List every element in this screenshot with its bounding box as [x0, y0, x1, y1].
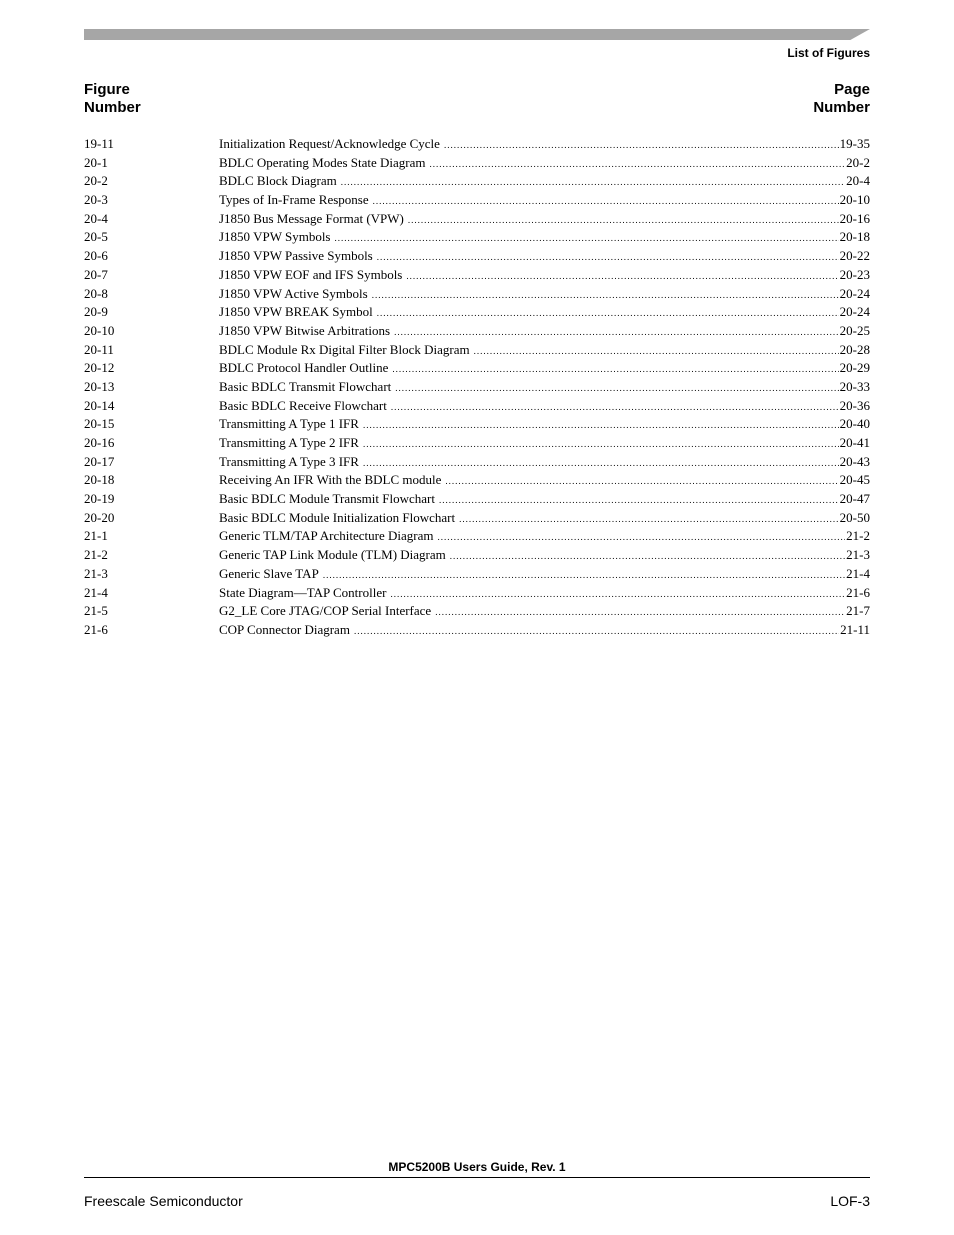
figure-title[interactable]: J1850 VPW BREAK Symbol [219, 304, 373, 320]
figure-page[interactable]: 21-6 [846, 584, 870, 600]
figure-entry[interactable] [84, 285, 870, 304]
figure-number: 21-2 [84, 547, 108, 563]
figure-title[interactable]: COP Connector Diagram [219, 621, 350, 637]
dot-leader [444, 136, 839, 155]
figure-number: 20-7 [84, 266, 108, 282]
figure-number: 20-6 [84, 248, 108, 264]
dot-leader [430, 155, 846, 174]
figure-page[interactable]: 20-43 [839, 453, 870, 469]
figure-entry[interactable] [84, 247, 870, 266]
figure-number: 20-13 [84, 378, 115, 394]
figure-entry[interactable] [84, 565, 870, 584]
figure-number: 21-4 [84, 584, 108, 600]
figure-title[interactable]: J1850 VPW Symbols [219, 229, 331, 245]
dot-leader [391, 398, 839, 417]
dot-leader [341, 173, 845, 192]
figure-number: 21-6 [84, 621, 108, 637]
dot-leader [474, 342, 839, 361]
figure-entry[interactable] [84, 135, 870, 154]
figure-page[interactable]: 20-36 [839, 397, 870, 413]
figure-number: 20-3 [84, 192, 108, 208]
figure-title[interactable]: Transmitting A Type 1 IFR [219, 416, 359, 432]
company-name: Freescale Semiconductor [84, 1193, 243, 1209]
figure-number: 20-17 [84, 453, 115, 469]
figure-entry[interactable] [84, 471, 870, 490]
figure-page[interactable]: 20-2 [846, 154, 870, 170]
figure-entry[interactable] [84, 154, 870, 173]
figure-title[interactable]: BDLC Module Rx Digital Filter Block Diagram [219, 341, 470, 357]
figure-page[interactable]: 20-47 [839, 491, 870, 507]
dot-leader [439, 491, 839, 510]
page-heading-line-2: Number [813, 99, 870, 116]
figure-title[interactable]: Transmitting A Type 3 IFR [219, 453, 359, 469]
figure-title[interactable]: Generic TLM/TAP Architecture Diagram [219, 528, 434, 544]
figure-entry[interactable] [84, 191, 870, 210]
figure-entry[interactable] [84, 341, 870, 360]
dot-leader [437, 528, 845, 547]
figure-entry[interactable] [84, 303, 870, 322]
figure-number: 20-8 [84, 285, 108, 301]
figure-number: 20-10 [84, 322, 115, 338]
figure-heading-line-1: Figure [84, 81, 130, 98]
dot-leader [335, 229, 839, 248]
figure-page[interactable]: 20-23 [839, 266, 870, 282]
dot-leader [395, 379, 838, 398]
figure-title[interactable]: Initialization Request/Acknowledge Cycle [219, 136, 440, 151]
figure-page[interactable]: 21-11 [840, 621, 870, 637]
figure-number: 20-14 [84, 397, 115, 413]
figure-page[interactable]: 20-28 [839, 341, 870, 357]
figure-number: 20-4 [84, 210, 108, 226]
figure-entry[interactable] [84, 172, 870, 191]
figure-page[interactable]: 20-29 [839, 360, 870, 376]
figure-entry[interactable] [84, 359, 870, 378]
figure-title[interactable]: State Diagram—TAP Controller [219, 584, 387, 600]
running-title: List of Figures [787, 46, 870, 60]
figure-page[interactable]: 20-22 [839, 248, 870, 264]
figure-title[interactable]: Types of In-Frame Response [219, 192, 369, 208]
figure-page[interactable]: 20-24 [839, 285, 870, 301]
dot-leader [394, 323, 839, 342]
figure-title[interactable]: J1850 Bus Message Format (VPW) [219, 210, 404, 226]
dot-leader [363, 435, 839, 454]
figure-entry[interactable] [84, 397, 870, 416]
figure-number: 21-5 [84, 603, 108, 619]
figure-title[interactable]: BDLC Operating Modes State Diagram [219, 154, 426, 170]
figure-title[interactable]: G2_LE Core JTAG/COP Serial Interface [219, 603, 432, 619]
figure-page[interactable]: 20-41 [839, 435, 870, 450]
figure-title[interactable]: Generic TAP Link Module (TLM) Diagram [219, 547, 446, 563]
figure-title[interactable]: Transmitting A Type 2 IFR [219, 435, 359, 450]
page-heading-line-1: Page [834, 81, 870, 98]
figure-title[interactable]: J1850 VPW Active Symbols [219, 285, 368, 301]
footer-divider [84, 1177, 870, 1178]
figure-title[interactable]: Basic BDLC Transmit Flowchart [219, 378, 392, 394]
dot-leader [406, 267, 838, 286]
dot-leader [450, 547, 845, 566]
header-bar [84, 29, 870, 40]
dot-leader [392, 360, 838, 379]
page-number-heading [813, 81, 870, 117]
figure-page[interactable]: 20-24 [839, 304, 870, 320]
figure-title[interactable]: Basic BDLC Module Initialization Flowchart [219, 509, 456, 525]
figure-entry[interactable] [84, 415, 870, 434]
dot-leader [390, 585, 845, 604]
page-number: LOF-3 [830, 1193, 870, 1209]
list-of-figures [84, 135, 870, 640]
figure-page[interactable]: 20-25 [839, 322, 870, 338]
dot-leader [445, 472, 838, 491]
figure-number: 20-11 [84, 341, 114, 357]
dot-leader [408, 211, 839, 230]
dot-leader [373, 192, 839, 211]
figure-title[interactable]: BDLC Protocol Handler Outline [219, 360, 389, 376]
figure-number: 20-1 [84, 154, 108, 170]
figure-page[interactable]: 21-4 [846, 565, 870, 581]
figure-page[interactable]: 20-10 [839, 192, 870, 208]
document-title: MPC5200B Users Guide, Rev. 1 [388, 1160, 566, 1174]
dot-leader [377, 248, 839, 267]
figure-entry[interactable] [84, 621, 870, 640]
figure-entry[interactable] [84, 453, 870, 472]
figure-title[interactable]: J1850 VPW Bitwise Arbitrations [219, 322, 391, 338]
figure-number: 20-2 [84, 173, 108, 189]
figure-page[interactable]: 20-50 [839, 509, 870, 525]
figure-page[interactable]: 20-4 [846, 173, 870, 189]
figure-title[interactable]: BDLC Block Diagram [219, 173, 337, 189]
dot-leader [354, 622, 839, 641]
figure-page[interactable]: 20-40 [839, 416, 870, 432]
figure-entry[interactable] [84, 434, 870, 453]
dot-leader [377, 304, 839, 323]
figure-entry[interactable] [84, 210, 870, 229]
dot-leader [363, 454, 839, 473]
figure-page[interactable]: 20-45 [839, 472, 870, 488]
figure-entry[interactable] [84, 546, 870, 565]
figure-title[interactable]: Generic Slave TAP [219, 565, 319, 581]
figure-page[interactable]: 21-3 [846, 547, 870, 563]
figure-page[interactable]: 20-18 [839, 229, 870, 245]
figure-title[interactable]: Basic BDLC Module Transmit Flowchart [219, 491, 435, 507]
figure-title[interactable]: Receiving An IFR With the BDLC module [219, 472, 442, 488]
dot-leader [435, 603, 845, 622]
figure-number: 20-18 [84, 472, 115, 488]
figure-page[interactable]: 21-2 [846, 528, 870, 544]
figure-number: 20-12 [84, 360, 115, 376]
figure-entry[interactable] [84, 602, 870, 621]
figure-title[interactable]: J1850 VPW EOF and IFS Symbols [219, 266, 403, 282]
figure-number: 21-3 [84, 565, 108, 581]
figure-number: 20-19 [84, 491, 115, 507]
figure-number: 21-1 [84, 528, 108, 544]
figure-number: 20-5 [84, 229, 108, 245]
figure-number: 20-20 [84, 509, 115, 525]
figure-entry[interactable] [84, 509, 870, 528]
figure-page[interactable]: 19-35 [839, 136, 870, 151]
dot-leader [459, 510, 839, 529]
figure-entry[interactable] [84, 378, 870, 397]
figure-number-heading [84, 81, 141, 117]
figure-number: 19-11 [84, 136, 114, 151]
figure-title[interactable]: J1850 VPW Passive Symbols [219, 248, 373, 264]
figure-number: 20-15 [84, 416, 115, 432]
figure-entry[interactable] [84, 527, 870, 546]
figure-entry[interactable] [84, 266, 870, 285]
dot-leader [323, 566, 845, 585]
figure-page[interactable]: 20-33 [839, 378, 870, 394]
figure-entry[interactable] [84, 228, 870, 247]
figure-number: 20-9 [84, 304, 108, 320]
figure-heading-line-2: Number [84, 99, 141, 116]
figure-number: 20-16 [84, 435, 115, 450]
figure-entry[interactable] [84, 322, 870, 341]
figure-entry[interactable] [84, 584, 870, 603]
figure-page[interactable]: 20-16 [839, 210, 870, 226]
dot-leader [363, 416, 839, 435]
figure-page[interactable]: 21-7 [846, 603, 870, 619]
figure-title[interactable]: Basic BDLC Receive Flowchart [219, 397, 387, 413]
figure-entry[interactable] [84, 490, 870, 509]
dot-leader [372, 286, 839, 305]
